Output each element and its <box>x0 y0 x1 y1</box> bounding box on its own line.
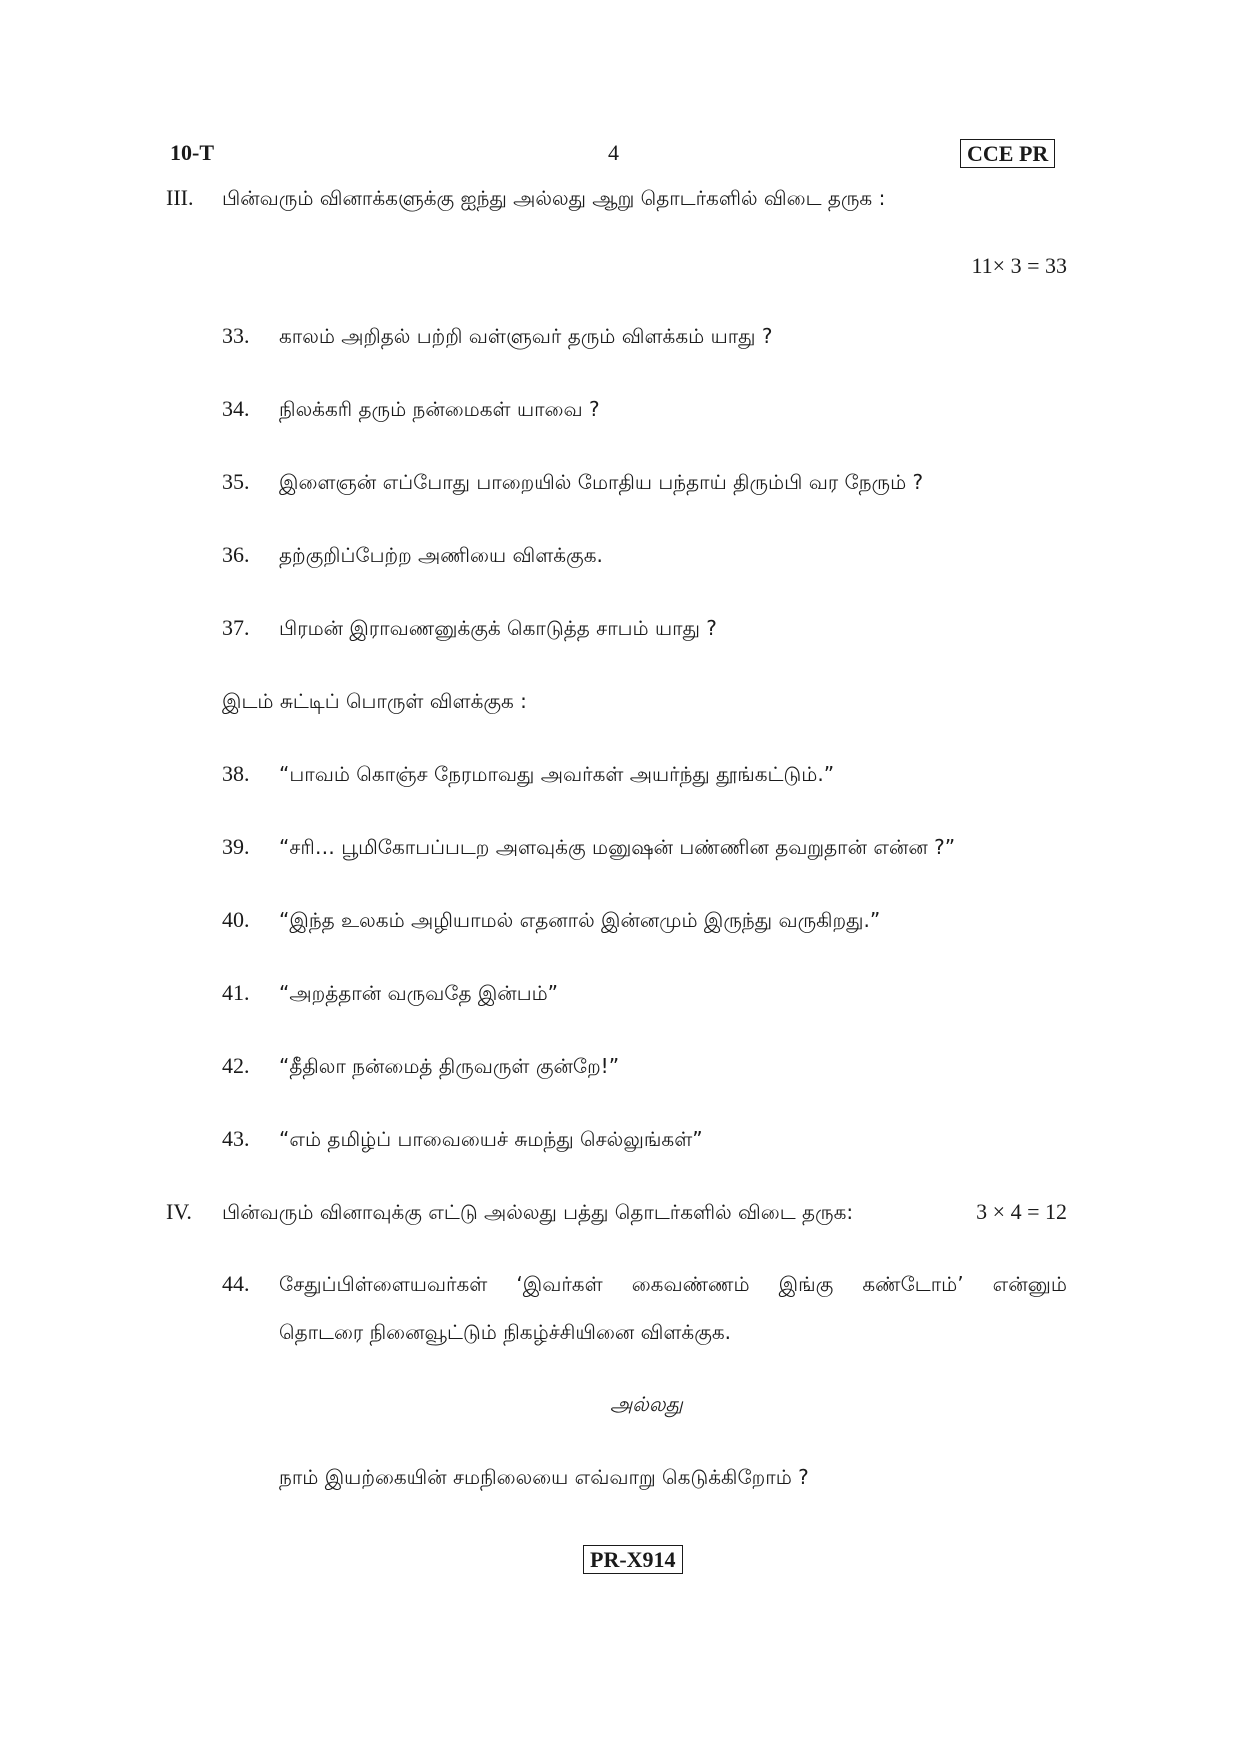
question-number: 34. <box>222 396 250 421</box>
word: கைவண்ணம் <box>631 1272 750 1296</box>
question-number: 33. <box>222 323 250 348</box>
paper-code: 10-T <box>170 140 214 165</box>
quote-number: 41. <box>222 980 250 1005</box>
question-number: 35. <box>222 469 250 494</box>
word: என்னும் <box>992 1272 1067 1296</box>
question-number: 37. <box>222 615 250 640</box>
word: ‘இவர்கள் <box>516 1272 603 1296</box>
question-text: தற்குறிப்பேற்ற அணியை விளக்குக. <box>279 543 603 567</box>
or-label: அல்லது <box>610 1392 683 1416</box>
word: கண்டோம்’ <box>862 1272 964 1296</box>
section-3-numeral: III. <box>166 185 194 210</box>
section-4-marks: 3 × 4 = 12 <box>976 1199 1067 1224</box>
alternative-question: நாம் இயற்கையின் சமநிலையை எவ்வாறு கெடுக்கிறோம் ? <box>279 1465 809 1489</box>
quote-text: “தீதிலா நன்மைத் திருவருள் குன்றே!” <box>279 1054 620 1078</box>
question-44-line-1 <box>279 1272 1067 1299</box>
question-number: 44. <box>222 1271 250 1296</box>
section-4-instruction: பின்வரும் வினாவுக்கு எட்டு அல்லது பத்து தொடர்களில் விடை தருக: <box>222 1200 854 1224</box>
word: சேதுப்பிள்ளையவர்கள் <box>279 1272 488 1296</box>
question-text: காலம் அறிதல் பற்றி வள்ளுவர் தரும் விளக்கம் யாது ? <box>279 324 773 348</box>
context-subheading: இடம் சுட்டிப் பொருள் விளக்குக : <box>222 689 527 713</box>
word: இங்கு <box>778 1272 834 1296</box>
quote-text: “அறத்தான் வருவதே இன்பம்” <box>279 981 559 1005</box>
quote-text: “எம் தமிழ்ப் பாவையைச் சுமந்து செல்லுங்கள்” <box>279 1127 703 1151</box>
section-3-instruction: பின்வரும் வினாக்களுக்கு ஐந்து அல்லது ஆறு தொடர்களில் விடை தருக : <box>222 186 886 210</box>
question-text: பிரமன் இராவணனுக்குக் கொடுத்த சாபம் யாது ? <box>279 616 717 640</box>
footer-code-box: PR-X914 <box>583 1545 683 1574</box>
quote-number: 38. <box>222 761 250 786</box>
quote-number: 39. <box>222 834 250 859</box>
quote-number: 42. <box>222 1053 250 1078</box>
quote-text: “சரி… பூமிகோபப்படற அளவுக்கு மனுஷன் பண்ணின தவறுதான் என்ன ?” <box>279 835 956 859</box>
question-text: நிலக்கரி தரும் நன்மைகள் யாவை ? <box>279 397 600 421</box>
quote-text: “இந்த உலகம் அழியாமல் எதனால் இன்னமும் இருந்து வருகிறது.” <box>279 908 881 932</box>
quote-text: “பாவம் கொஞ்ச நேரமாவது அவர்கள் அயர்ந்து தூங்கட்டும்.” <box>279 762 835 786</box>
question-44-line-2: தொடரை நினைவூட்டும் நிகழ்ச்சியினை விளக்குக. <box>279 1320 732 1344</box>
quote-number: 40. <box>222 907 250 932</box>
question-number: 36. <box>222 542 250 567</box>
section-3-marks: 11× 3 = 33 <box>971 253 1067 278</box>
section-4-numeral: IV. <box>166 1199 192 1224</box>
question-text: இளைஞன் எப்போது பாறையில் மோதிய பந்தாய் திரும்பி வர நேரும் ? <box>279 470 924 494</box>
exam-code-box: CCE PR <box>960 139 1055 168</box>
quote-number: 43. <box>222 1126 250 1151</box>
page-number: 4 <box>608 140 619 165</box>
